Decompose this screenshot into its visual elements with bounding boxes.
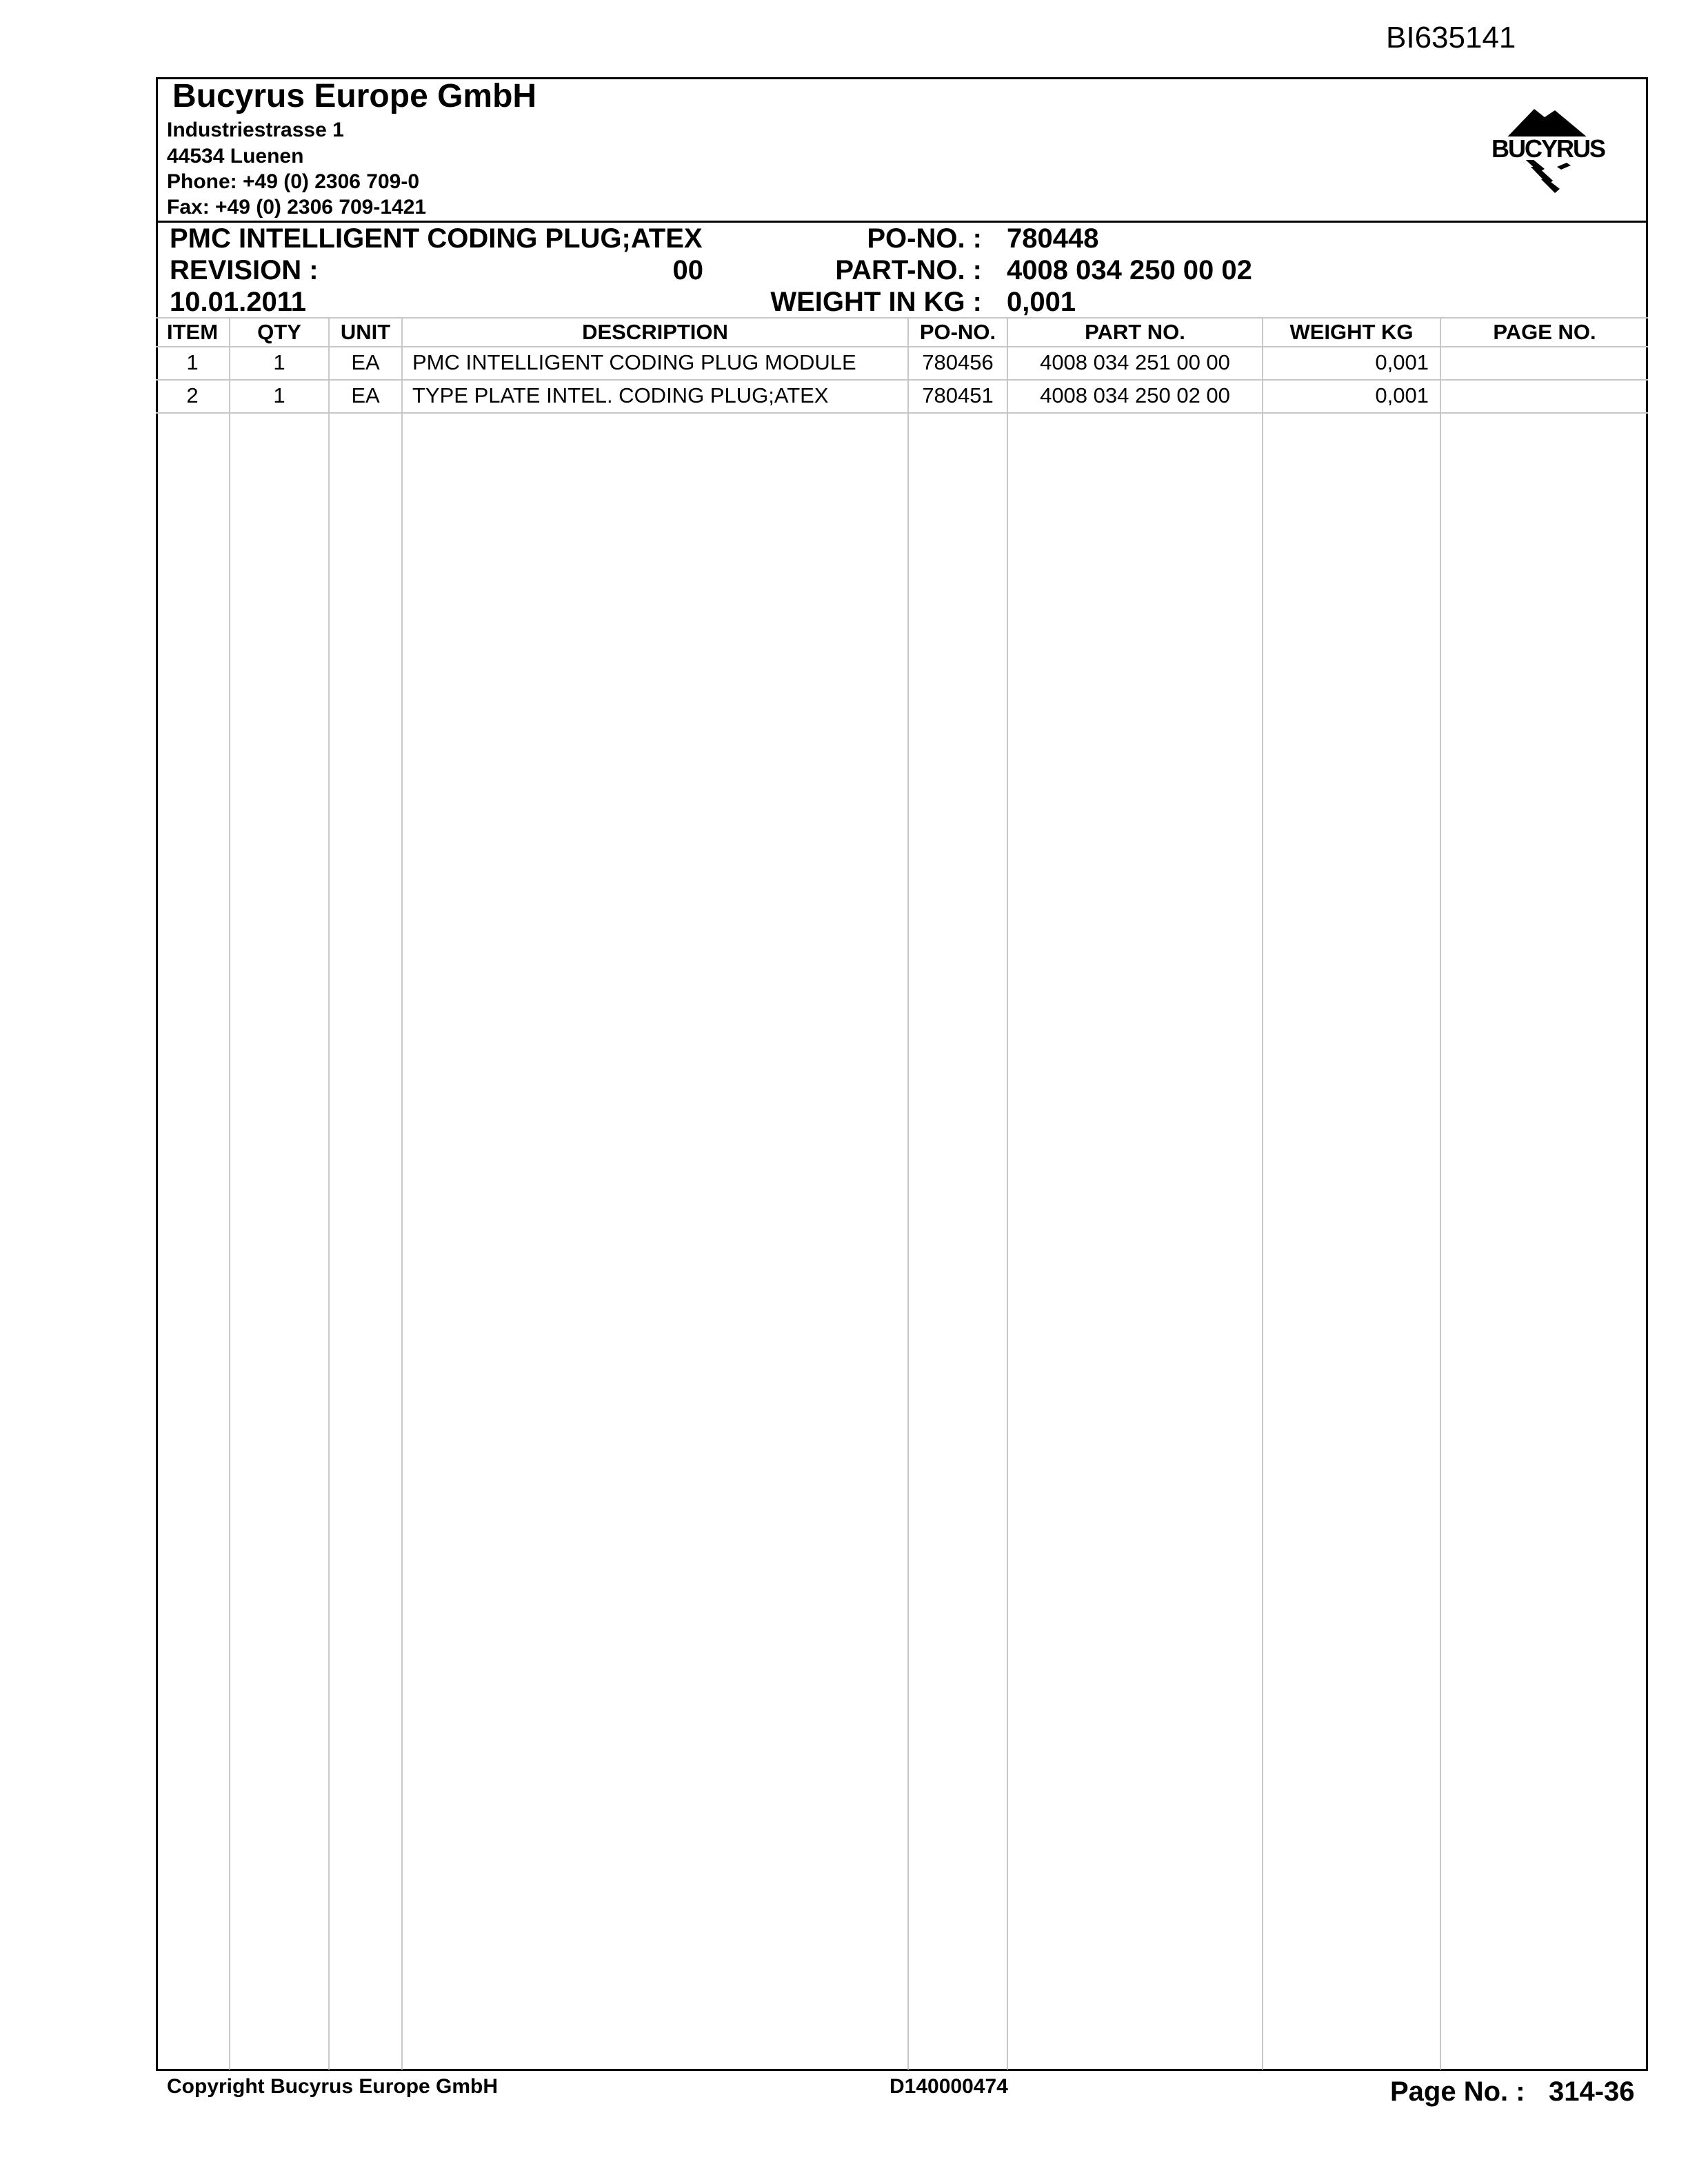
column-divider [1262,318,1263,2070]
page-number-label: Page No. : [1390,2076,1525,2107]
cell-weight: 0,001 [1375,383,1429,407]
cell-qty: 1 [273,350,285,374]
column-divider [328,318,330,2070]
cell-po-no: 780456 [922,350,994,374]
weight-label: WEIGHT IN KG : [770,287,982,317]
page-frame [156,77,1648,2071]
cell-item: 2 [186,383,199,407]
column-divider [1007,318,1008,2070]
revision-label: REVISION : [170,255,319,285]
company-name: Bucyrus Europe GmbH [172,78,537,114]
company-fax: Fax: +49 (0) 2306 709-1421 [167,196,427,219]
part-label: PART-NO. : [835,255,982,285]
company-street: Industriestrasse 1 [167,119,344,141]
row-2-line [156,412,1648,414]
revision-value: 00 [672,255,703,285]
po-label: PO-NO. : [867,223,982,254]
drawing-number: D140000474 [890,2075,1008,2098]
document-id: BI635141 [1386,21,1516,54]
part-value: 4008 034 250 00 02 [1007,255,1252,285]
cell-unit: EA [351,350,380,374]
row-1-line [156,379,1648,381]
column-header-qty: QTY [257,320,301,344]
column-header-unit: UNIT [340,320,391,344]
column-divider [1440,318,1441,2070]
cell-part-no: 4008 034 251 00 00 [1040,350,1230,374]
copyright: Copyright Bucyrus Europe GmbH [167,2075,499,2098]
column-header-po-no: PO-NO. [919,320,996,344]
column-header-part-no: PART NO. [1085,320,1185,344]
column-header-page-no: PAGE NO. [1493,320,1596,344]
cell-item: 1 [186,350,199,374]
page-number-value: 314-36 [1549,2076,1635,2107]
column-header-description: DESCRIPTION [582,320,728,344]
cell-description: TYPE PLATE INTEL. CODING PLUG;ATEX [412,383,829,407]
cell-description: PMC INTELLIGENT CODING PLUG MODULE [412,350,856,374]
column-header-item: ITEM [166,320,219,344]
cell-po-no: 780451 [922,383,994,407]
logo-text: BUCYRUS [1491,134,1605,163]
cell-qty: 1 [273,383,285,407]
document-title: PMC INTELLIGENT CODING PLUG;ATEX [170,223,703,254]
cell-part-no: 4008 034 250 02 00 [1040,383,1230,407]
column-divider [229,318,230,2070]
column-divider [401,318,403,2070]
column-header-bottom-line [156,346,1648,347]
header-divider [156,221,1648,223]
column-header-weight: WEIGHT KG [1289,320,1414,344]
po-value: 780448 [1007,223,1099,254]
company-phone: Phone: +49 (0) 2306 709-0 [167,170,420,193]
cell-weight: 0,001 [1375,350,1429,374]
cell-unit: EA [351,383,380,407]
bucyrus-logo [1476,103,1620,196]
company-city: 44534 Luenen [167,145,304,168]
document-date: 10.01.2011 [170,287,306,317]
weight-value: 0,001 [1007,287,1076,317]
column-divider [907,318,909,2070]
